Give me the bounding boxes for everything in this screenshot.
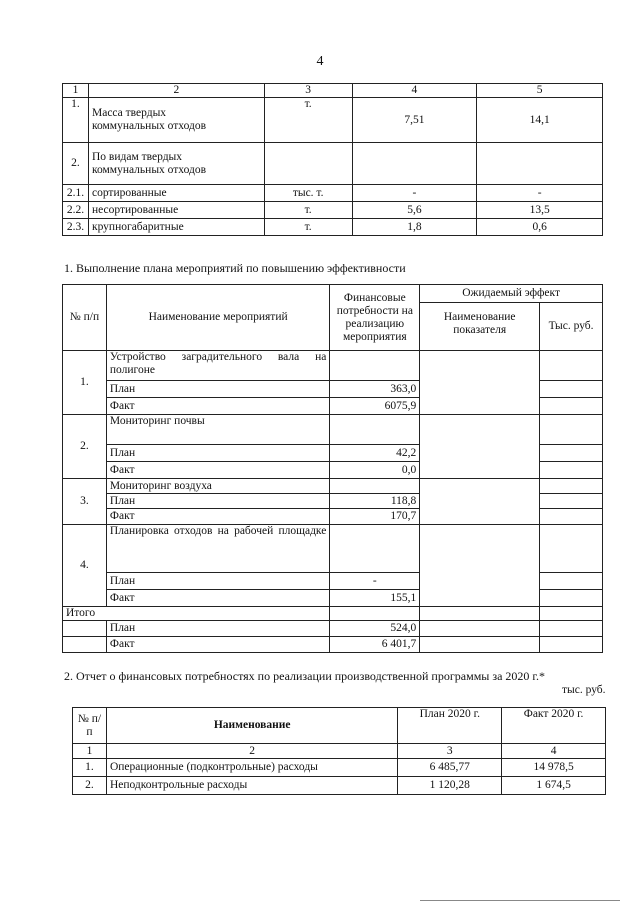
row-value-4: 7,51 <box>352 98 477 143</box>
header-financial-needs: Финансовые потребности на реализацию мероприятия <box>330 285 420 351</box>
table-row <box>63 415 603 445</box>
fact-label: Факт <box>106 462 329 479</box>
fact-value: 155,1 <box>330 590 420 607</box>
plan-value: 42,2 <box>330 445 420 462</box>
efficiency-measures-table <box>62 284 603 653</box>
measure-title: Мониторинг воздуха <box>106 479 329 494</box>
plan-label: План <box>106 621 329 637</box>
row-number: 2.1. <box>63 185 89 202</box>
indicator-cell <box>420 621 540 637</box>
rub-cell <box>540 415 603 445</box>
fact-label: Факт <box>106 398 329 415</box>
table-row <box>63 607 603 621</box>
table-row <box>63 219 603 236</box>
row-number: 2. <box>63 143 89 185</box>
fact-label: Факт <box>106 590 329 607</box>
total-label: Итого <box>63 607 330 621</box>
row-value-4 <box>352 143 477 185</box>
measure-finance-empty <box>330 525 420 573</box>
fact-label: Факт <box>106 509 329 525</box>
index-4: 4 <box>502 744 606 759</box>
row-value-5: 13,5 <box>477 202 603 219</box>
row-value-4: 1,8 <box>352 219 477 236</box>
row-number: 2.3. <box>63 219 89 236</box>
header-name: Наименование <box>106 708 397 744</box>
row-plan: 1 120,28 <box>398 777 502 795</box>
measure-finance-empty <box>330 479 420 494</box>
header-fact: Факт 2020 г. <box>502 708 606 744</box>
row-name: крупногабаритные <box>88 219 264 236</box>
header-indicator-name: Наименование показателя <box>420 303 540 351</box>
fact-value: 0,0 <box>330 462 420 479</box>
plan-value: 118,8 <box>330 494 420 509</box>
page-number: 4 <box>316 54 324 69</box>
row-number: 2. <box>73 777 107 795</box>
plan-label: План <box>106 494 329 509</box>
header-number: № п/п <box>63 285 107 351</box>
plan-value: 363,0 <box>330 381 420 398</box>
row-value-4: 5,6 <box>352 202 477 219</box>
table-header-row <box>63 285 603 303</box>
indicator-cell <box>420 415 540 479</box>
index-1: 1 <box>73 744 107 759</box>
indicator-cell <box>420 607 540 621</box>
col-header-1: 1 <box>63 84 89 98</box>
index-row <box>73 744 606 759</box>
plan-label: План <box>106 381 329 398</box>
measure-title: Мониторинг почвы <box>106 415 329 445</box>
row-value-5: 14,1 <box>477 98 603 143</box>
row-name: несортированные <box>88 202 264 219</box>
row-value-5 <box>477 143 603 185</box>
measure-finance-empty <box>330 351 420 381</box>
section-1-title: 1. Выполнение плана мероприятий по повышению эффективности <box>64 261 406 275</box>
row-value-5: 0,6 <box>477 219 603 236</box>
plan-label: План <box>106 445 329 462</box>
indicator-cell <box>420 479 540 525</box>
row-name: Неподконтрольные расходы <box>106 777 397 795</box>
col-header-4: 4 <box>352 84 477 98</box>
empty-cell <box>63 621 107 637</box>
fact-label: Факт <box>106 637 329 653</box>
table-row <box>63 351 603 381</box>
rub-cell <box>540 479 603 494</box>
row-fact: 1 674,5 <box>502 777 606 795</box>
rub-cell <box>540 607 603 621</box>
fact-value: 170,7 <box>330 509 420 525</box>
table-row <box>63 143 603 185</box>
financial-needs-table <box>72 707 606 795</box>
plan-label: План <box>106 573 329 590</box>
row-name: Операционные (подконтрольные) расходы <box>106 759 397 777</box>
rub-cell <box>540 637 603 653</box>
fact-value: 6 401,7 <box>330 637 420 653</box>
row-name: Масса твердых коммунальных отходов <box>88 98 264 143</box>
table-header-row <box>63 84 603 98</box>
header-thousand-rub: Тыс. руб. <box>540 303 603 351</box>
table-row <box>63 98 603 143</box>
row-name: сортированные <box>88 185 264 202</box>
row-number: 2.2. <box>63 202 89 219</box>
header-expected-effect: Ожидаемый эффект <box>420 285 603 303</box>
rub-cell <box>540 621 603 637</box>
rub-cell <box>540 509 603 525</box>
plan-value: - <box>330 573 420 590</box>
fact-value: 6075,9 <box>330 398 420 415</box>
group-number: 4. <box>63 525 107 607</box>
group-number: 2. <box>63 415 107 479</box>
rub-cell <box>540 381 603 398</box>
section-2-title: 2. Отчет о финансовых потребностях по реализации производственной программы за 2020 г.* <box>64 669 545 683</box>
indicator-cell <box>420 525 540 607</box>
total-finance-empty <box>330 607 420 621</box>
table-header-row <box>73 708 606 744</box>
rub-cell <box>540 494 603 509</box>
table-row <box>63 621 603 637</box>
plan-value: 524,0 <box>330 621 420 637</box>
row-fact: 14 978,5 <box>502 759 606 777</box>
row-plan: 6 485,77 <box>398 759 502 777</box>
measure-title: Планировка отходов на рабочей площадке <box>106 525 329 573</box>
group-number: 1. <box>63 351 107 415</box>
row-value-5: - <box>477 185 603 202</box>
rub-cell <box>540 573 603 590</box>
header-measure-name: Наименование мероприятий <box>106 285 329 351</box>
row-value-4: - <box>352 185 477 202</box>
row-number: 1. <box>63 98 89 143</box>
indicator-cell <box>420 637 540 653</box>
rub-cell <box>540 445 603 462</box>
rub-cell <box>540 590 603 607</box>
header-plan: План 2020 г. <box>398 708 502 744</box>
row-number: 1. <box>73 759 107 777</box>
indicator-cell <box>420 351 540 415</box>
rub-cell <box>540 351 603 381</box>
header-number: № п/п <box>73 708 107 744</box>
rub-cell <box>540 462 603 479</box>
group-number: 3. <box>63 479 107 525</box>
row-unit: т. <box>264 202 352 219</box>
index-2: 2 <box>106 744 397 759</box>
row-name: По видам твердых коммунальных отходов <box>88 143 264 185</box>
measure-finance-empty <box>330 415 420 445</box>
rub-cell <box>540 398 603 415</box>
table-row <box>63 637 603 653</box>
row-unit: тыс. т. <box>264 185 352 202</box>
row-unit <box>264 143 352 185</box>
row-unit: т. <box>264 98 352 143</box>
table-row <box>63 525 603 573</box>
index-3: 3 <box>398 744 502 759</box>
table-row <box>73 777 606 795</box>
empty-cell <box>63 637 107 653</box>
measure-title: Устройство заградительного вала на полигоне <box>106 351 329 381</box>
col-header-3: 3 <box>264 84 352 98</box>
waste-mass-table <box>62 83 603 236</box>
col-header-2: 2 <box>88 84 264 98</box>
footer-rule <box>420 900 620 901</box>
table-row <box>63 479 603 494</box>
col-header-5: 5 <box>477 84 603 98</box>
row-unit: т. <box>264 219 352 236</box>
table-row <box>63 185 603 202</box>
table-row <box>73 759 606 777</box>
rub-cell <box>540 525 603 573</box>
units-note: тыс. руб. <box>562 684 606 696</box>
table-row <box>63 202 603 219</box>
